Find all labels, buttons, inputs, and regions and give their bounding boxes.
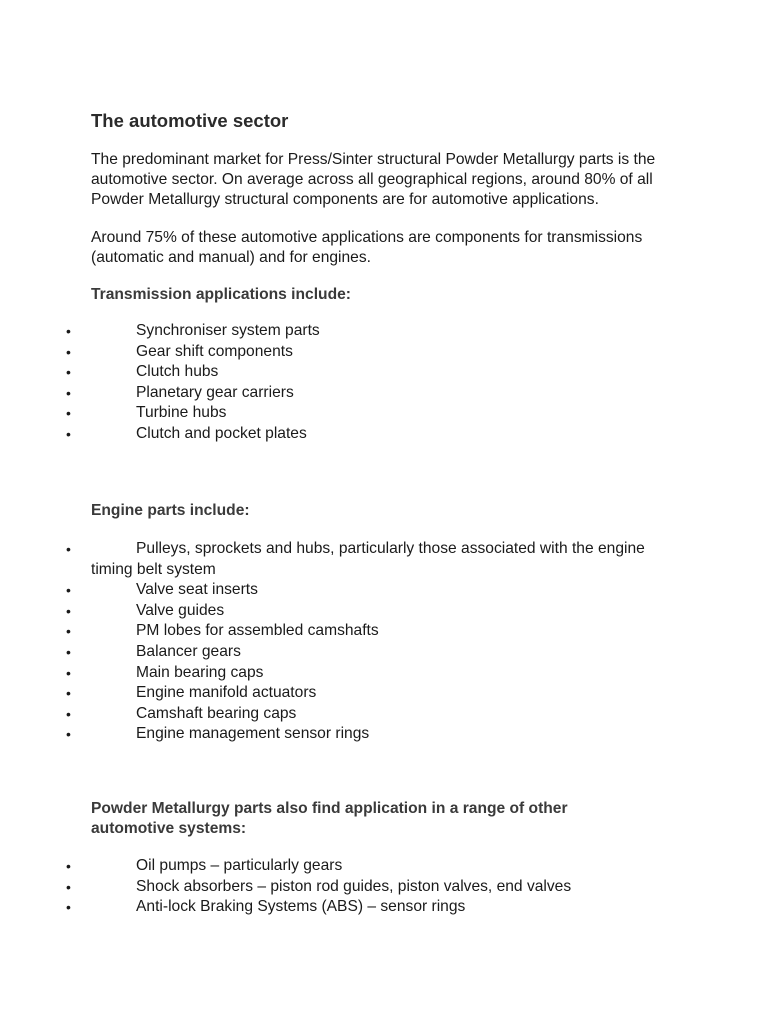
- list-item: • Shock absorbers – piston rod guides, piston valves, end valves: [0, 877, 696, 898]
- transmission-list: [0, 321, 768, 445]
- list-item: • Synchroniser system parts: [0, 321, 696, 342]
- bullet-icon: •: [66, 323, 71, 339]
- bullet-icon: •: [66, 582, 71, 599]
- list-item: • Turbine hubs: [0, 403, 696, 424]
- bullet-icon: •: [66, 602, 71, 619]
- engine-list: [0, 539, 768, 745]
- other-systems-heading: Powder Metallurgy parts also find application in a range of other automotive systems:: [91, 800, 568, 837]
- bullet-icon: •: [66, 425, 71, 442]
- list-item: • Gear shift components: [0, 342, 696, 363]
- bullet-icon: •: [66, 685, 71, 702]
- intro-paragraph-1: The predominant market for Press/Sinter structural Powder Metallurgy parts is the automotive sector. On average across all geographical regions, around 80% of all Powder Metallurgy structural components are for automotive applications.: [91, 151, 656, 208]
- list-item-continuation: timing belt system: [91, 560, 216, 578]
- list-item: • Clutch hubs: [0, 362, 696, 383]
- bullet-icon: •: [66, 899, 71, 916]
- transmission-heading: Transmission applications include:: [91, 286, 351, 303]
- list-item: • Planetary gear carriers: [0, 383, 696, 404]
- bullet-icon: •: [66, 643, 71, 660]
- list-item: • PM lobes for assembled camshafts: [0, 621, 696, 642]
- bullet-icon: •: [66, 705, 71, 722]
- list-item: • Engine manifold actuators: [0, 683, 696, 704]
- bullet-icon: •: [66, 384, 71, 401]
- list-item: • Valve guides: [0, 601, 696, 622]
- bullet-icon: •: [66, 623, 71, 640]
- bullet-icon: •: [66, 664, 71, 681]
- bullet-icon: •: [66, 405, 71, 422]
- bullet-icon: •: [66, 878, 71, 895]
- list-item: • Engine management sensor rings: [0, 724, 696, 745]
- bullet-icon: •: [66, 364, 71, 381]
- list-item: • Main bearing caps: [0, 663, 696, 684]
- list-item: • Anti-lock Braking Systems (ABS) – sensor rings: [0, 897, 696, 918]
- page-title: The automotive sector: [91, 110, 289, 131]
- intro-paragraph-2: Around 75% of these automotive applications are components for transmissions (automatic and manual) and for engines.: [91, 229, 643, 266]
- list-item: • Valve seat inserts: [0, 580, 696, 601]
- engine-heading: Engine parts include:: [91, 502, 250, 519]
- bullet-icon: •: [66, 541, 71, 557]
- list-item: • Clutch and pocket plates: [0, 424, 696, 445]
- other-systems-list: [0, 856, 768, 918]
- bullet-icon: •: [66, 343, 71, 360]
- list-item: • Oil pumps – particularly gears: [0, 856, 696, 877]
- list-item: • Balancer gears: [0, 642, 696, 663]
- bullet-icon: •: [66, 726, 71, 743]
- list-item: • Camshaft bearing caps: [0, 704, 696, 725]
- list-item: • Pulleys, sprockets and hubs, particularly those associated with the engine timing belt system: [0, 539, 696, 580]
- bullet-icon: •: [66, 858, 71, 874]
